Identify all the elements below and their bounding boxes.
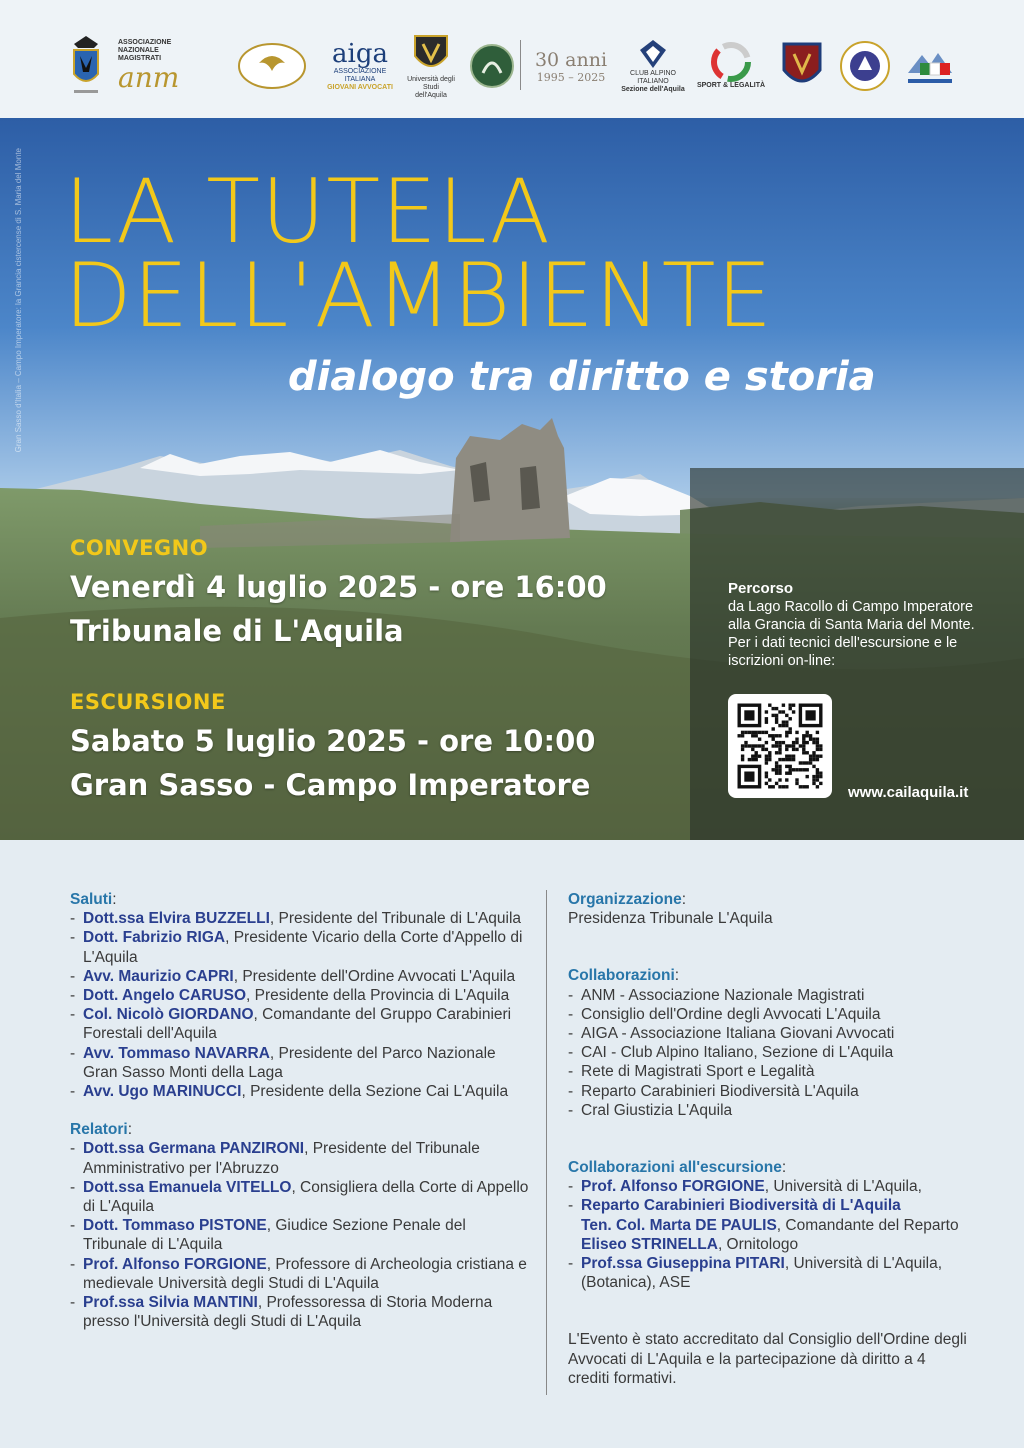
list-item: - Reparto Carabinieri Biodiversità L'Aquila	[568, 1082, 968, 1101]
list-item	[70, 1178, 532, 1216]
person-role: , Presidente della Provincia di L'Aquila	[246, 987, 510, 1005]
person-name: Dott. Fabrizio RIGA	[83, 929, 226, 947]
list-item	[70, 1293, 532, 1331]
hero-photo	[0, 118, 1024, 840]
carabinieri-shield-logo	[778, 30, 826, 102]
person-role: , Presidente del Parco Nazionale Gran Sasso Monti della Laga	[83, 1044, 496, 1081]
person-name: Avv. Maurizio CAPRI	[83, 967, 234, 985]
list-item: - Rete di Magistrati Sport e Legalità	[568, 1062, 968, 1081]
list-item	[70, 986, 532, 1005]
person-role: , Professore di Archeologia cristiana e medievale Università degli Studi di L'Aquila	[83, 1255, 527, 1292]
person-name: Prof.ssa Silvia MANTINI	[83, 1294, 258, 1312]
info-section	[0, 840, 1024, 1448]
person-role: , Presidente del Tribunale Amministrativo per l'Abruzzo	[83, 1140, 480, 1177]
cral-seal-logo	[836, 30, 894, 102]
person-name: Dott.ssa Elvira BUZZELLI	[83, 910, 270, 928]
list-item: - CAI - Club Alpino Italiano, Sezione di L'Aquila	[568, 1043, 968, 1062]
list-item	[70, 1216, 532, 1254]
subtitle: dialogo tra diritto e storia	[288, 354, 876, 400]
person-name: Avv. Ugo MARINUCCI	[83, 1083, 242, 1101]
list-item	[70, 1082, 532, 1101]
route-box	[690, 468, 1024, 840]
organizzazione-heading: Organizzazione:	[568, 891, 686, 908]
list-item	[70, 1255, 532, 1293]
person-name: Avv. Tommaso NAVARRA	[83, 1044, 270, 1062]
left-column	[70, 890, 532, 1331]
convegno-label: CONVEGNO	[70, 536, 209, 560]
list-item: - Prof.ssa Giuseppina PITARI, Università di L'Aquila, (Botanica), ASE	[568, 1254, 968, 1292]
person-role: , Presidente del Tribunale di L'Aquila	[269, 910, 522, 928]
list-item: - Cral Giustizia L'Aquila	[568, 1101, 968, 1120]
person-role: , Presidente della Sezione Cai L'Aquila	[241, 1083, 509, 1101]
saluti-list	[70, 909, 532, 1101]
list-item: - Prof. Alfonso FORGIONE, Università di L'Aquila,	[568, 1177, 968, 1196]
person-role: , Consigliera della Corte di Appello di L'Aquila	[83, 1178, 529, 1216]
person-role: , Professoressa di Storia Moderna presso l'Università degli Studi di L'Aquila	[83, 1294, 493, 1331]
person-role: , Presidente dell'Ordine Avvocati L'Aquila	[233, 967, 516, 985]
person-name: Dott. Tommaso PISTONE	[83, 1217, 267, 1235]
website-link[interactable]: www.cailaquila.it	[848, 784, 969, 801]
accreditation-note: L'Evento è stato accreditato dal Consiglio dell'Ordine degli Avvocati di L'Aquila e la partecipazione dà diritto a 4 crediti formativi.	[568, 1331, 967, 1387]
title-line-1: LA TUTELA	[64, 160, 551, 263]
photo-credit: Gran Sasso d'Italia – Campo Imperatore: la Grancia cistercense di S. Maria del Monte	[14, 148, 23, 453]
list-item: - ANM - Associazione Nazionale Magistrati	[568, 986, 968, 1005]
person-name: Dott.ssa Emanuela VITELLO	[83, 1178, 292, 1196]
person-role: , Giudice Sezione Penale del Tribunale di L'Aquila	[83, 1217, 466, 1254]
person-name: Dott.ssa Germana PANZIRONI	[83, 1140, 305, 1158]
person-role: , Presidente Vicario della Corte d'Appello di L'Aquila	[83, 929, 523, 966]
green-round-logo	[468, 30, 516, 102]
escursione-label: ESCURSIONE	[70, 690, 226, 714]
list-item: - Reparto Carabinieri Biodiversità di L'Aquila Ten. Col. Marta DE PAULIS, Comandante del Reparto Eliseo STRINELLA, Ornitologo	[568, 1196, 968, 1254]
person-name: Dott. Angelo CARUSO	[83, 987, 247, 1005]
person-name: Prof. Alfonso FORGIONE	[83, 1255, 267, 1273]
list-item: - Consiglio dell'Ordine degli Avvocati L'Aquila	[568, 1005, 968, 1024]
right-column	[568, 890, 968, 1388]
organizzazione-text: Presidenza Tribunale L'Aquila	[568, 910, 773, 928]
convegno-place: Tribunale di L'Aquila	[70, 614, 404, 648]
person-role: , Comandante del Gruppo Carabinieri Forestali dell'Aquila	[83, 1006, 512, 1043]
list-item	[70, 1044, 532, 1082]
escursione-date: Sabato 5 luglio 2025 - ore 10:00	[70, 724, 596, 758]
mountain-flag-logo	[902, 30, 958, 102]
sport-legalita-logo: SPORT & LEGALITÀ	[694, 30, 768, 102]
title-line-2: DELL'AMBIENTE	[64, 244, 774, 347]
cai-logo: CLUB ALPINO ITALIANO Sezione dell'Aquila	[620, 30, 686, 102]
list-item	[70, 909, 532, 928]
list-item: - AIGA - Associazione Italiana Giovani Avvocati	[568, 1024, 968, 1043]
list-item	[70, 967, 532, 986]
aiga-logo: aiga ASSOCIAZIONE ITALIANA GIOVANI AVVOCATI	[327, 39, 393, 91]
list-item	[70, 1005, 532, 1043]
qr-code-icon	[728, 694, 832, 798]
escursione-place: Gran Sasso - Campo Imperatore	[70, 768, 591, 802]
university-logo: Università degli Studi dell'Aquila	[404, 30, 458, 102]
logo-strip	[0, 0, 1024, 118]
escursione-collab-list	[568, 1177, 968, 1292]
collaborazioni-heading: Collaborazioni:	[568, 967, 680, 985]
route-title: Percorso	[728, 580, 794, 597]
anniversary-logo: 30 anni 1995 – 2025	[534, 48, 608, 84]
relatori-list	[70, 1139, 532, 1331]
person-name: Col. Nicolò GIORDANO	[83, 1006, 254, 1024]
anm-logo: ASSOCIAZIONE NAZIONALE MAGISTRATI anm	[118, 39, 180, 94]
list-item	[70, 1139, 532, 1177]
route-description: da Lago Racollo di Campo Imperatore alla Grancia di Santa Maria del Monte. Per i dati tecnici dell'escursione e le iscrizioni on-line:	[728, 599, 975, 669]
saluti-heading: Saluti:	[70, 891, 117, 908]
escursione-collab-heading: Collaborazioni all'escursione:	[568, 1159, 787, 1177]
qr-code[interactable]	[728, 694, 832, 798]
collaborazioni-list	[568, 986, 968, 1120]
convegno-date: Venerdì 4 luglio 2025 - ore 16:00	[70, 570, 607, 604]
province-crest-logo	[66, 30, 106, 102]
relatori-heading: Relatori:	[70, 1121, 133, 1139]
column-divider	[546, 890, 547, 1395]
logo-divider	[520, 40, 521, 90]
rete-magistrati-seal-logo	[236, 30, 308, 102]
list-item	[70, 928, 532, 966]
